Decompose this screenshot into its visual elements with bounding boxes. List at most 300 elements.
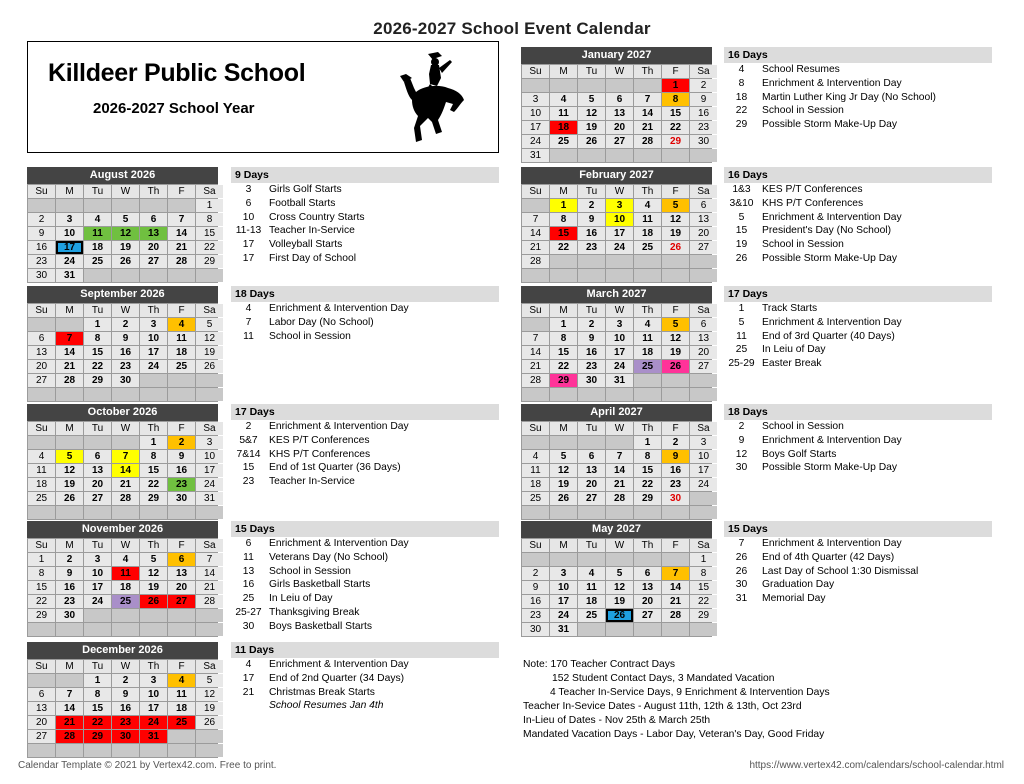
calendar-day: 4 <box>634 199 661 212</box>
calendar-empty-cell <box>168 623 195 636</box>
calendar-day: 9 <box>578 332 605 345</box>
bucking-horse-logo-icon <box>398 48 470 148</box>
calendar-day: 6 <box>28 332 55 345</box>
calendar-day: 18 <box>168 702 195 715</box>
calendar-day: 18 <box>634 227 661 240</box>
calendar-day: 6 <box>168 553 195 566</box>
calendar-day: 21 <box>196 581 223 594</box>
event-description: Track Starts <box>762 303 818 314</box>
calendar-day: 28 <box>56 730 83 743</box>
calendar-day: 15 <box>140 464 167 477</box>
calendar-day: 8 <box>690 567 717 580</box>
calendar-empty-cell <box>606 553 633 566</box>
calendar-empty-cell <box>690 269 717 282</box>
calendar-day: 15 <box>634 464 661 477</box>
calendar-empty-cell <box>28 744 55 757</box>
calendar-day: 2 <box>112 674 139 687</box>
weekday-header: W <box>112 304 139 317</box>
month-title: December 2026 <box>27 642 218 659</box>
calendar-day: 18 <box>168 346 195 359</box>
calendar-day: 22 <box>550 241 577 254</box>
calendar-day: 28 <box>56 374 83 387</box>
month-events-list <box>724 521 992 606</box>
calendar-day: 25 <box>578 609 605 622</box>
event-row <box>724 118 992 132</box>
calendar-empty-cell <box>606 269 633 282</box>
weekday-header: F <box>662 304 689 317</box>
weekday-header: Tu <box>84 185 111 198</box>
calendar-empty-cell <box>28 674 55 687</box>
calendar-day: 26 <box>196 716 223 729</box>
calendar-day: 31 <box>606 374 633 387</box>
event-description: Enrichment & Intervention Day <box>269 303 409 314</box>
weekday-header: W <box>606 304 633 317</box>
calendar-day: 4 <box>168 674 195 687</box>
calendar-day: 7 <box>522 332 549 345</box>
calendar-day: 26 <box>662 241 689 254</box>
event-date: 25-29 <box>728 358 755 370</box>
calendar-day: 31 <box>522 149 549 162</box>
calendar-day: 14 <box>522 227 549 240</box>
month-title: February 2027 <box>521 167 712 184</box>
school-name: Killdeer Public School <box>48 59 306 87</box>
calendar-day: 11 <box>634 332 661 345</box>
calendar-day: 24 <box>690 478 717 491</box>
footer-url-link[interactable]: https://www.vertex42.com/calendars/school-calendar.html <box>749 760 1004 771</box>
calendar-day: 9 <box>112 688 139 701</box>
calendar-day: 23 <box>28 255 55 268</box>
calendar-day: 4 <box>578 567 605 580</box>
month-title: November 2026 <box>27 521 218 538</box>
calendar-day: 18 <box>28 478 55 491</box>
event-date: 2 <box>738 421 745 432</box>
calendar-empty-cell <box>112 269 139 282</box>
calendar-day: 7 <box>522 213 549 226</box>
calendar-day: 3 <box>196 436 223 449</box>
calendar-day: 18 <box>84 241 111 254</box>
calendar-day: 26 <box>606 609 633 622</box>
calendar-empty-cell <box>112 623 139 636</box>
calendar-day: 27 <box>578 492 605 505</box>
calendar-day: 30 <box>56 609 83 622</box>
calendar-day: 29 <box>140 492 167 505</box>
calendar-day: 12 <box>662 213 689 226</box>
event-date: 2 <box>245 421 252 432</box>
calendar-day: 2 <box>578 318 605 331</box>
calendar-empty-cell <box>196 744 223 757</box>
calendar-empty-cell <box>662 623 689 636</box>
event-description: President's Day (No School) <box>762 225 892 237</box>
calendar-empty-cell <box>606 436 633 449</box>
calendar-day: 10 <box>690 450 717 463</box>
event-row <box>724 434 992 448</box>
weekday-header: Sa <box>196 539 223 552</box>
calendar-day: 2 <box>28 213 55 226</box>
calendar-empty-cell <box>168 388 195 401</box>
calendar-day: 19 <box>196 702 223 715</box>
calendar-empty-cell <box>606 79 633 92</box>
calendar-day: 31 <box>56 269 83 282</box>
event-date: 17 <box>242 672 255 684</box>
calendar-day: 12 <box>112 227 139 240</box>
event-date: 30 <box>735 462 748 474</box>
month-calendar <box>521 521 712 637</box>
event-row <box>724 224 992 238</box>
event-date: 19 <box>735 239 748 251</box>
calendar-day: 3 <box>140 674 167 687</box>
weekday-header: M <box>550 422 577 435</box>
event-date: 15 <box>242 462 255 474</box>
event-description: Memorial Day <box>762 593 826 605</box>
event-row <box>231 699 499 713</box>
weekday-header: Tu <box>84 660 111 673</box>
calendar-day: 19 <box>196 346 223 359</box>
calendar-empty-cell <box>56 436 83 449</box>
calendar-empty-cell <box>522 269 549 282</box>
calendar-empty-cell <box>662 255 689 268</box>
calendar-day: 2 <box>112 318 139 331</box>
school-year: 2026-2027 School Year <box>93 100 255 117</box>
event-date: 10 <box>242 211 255 223</box>
calendar-day: 4 <box>550 93 577 106</box>
calendar-empty-cell <box>578 255 605 268</box>
weekday-header: Th <box>140 422 167 435</box>
calendar-empty-cell <box>196 506 223 519</box>
event-row <box>724 183 992 197</box>
calendar-day: 29 <box>690 609 717 622</box>
calendar-day: 17 <box>606 346 633 359</box>
event-date: 12 <box>735 448 748 460</box>
calendar-empty-cell <box>196 730 223 743</box>
calendar-empty-cell <box>606 388 633 401</box>
weekday-header: M <box>56 304 83 317</box>
calendar-day: 23 <box>578 241 605 254</box>
school-days-count: 15 Days <box>231 521 499 537</box>
event-row <box>724 330 992 344</box>
calendar-day: 11 <box>28 464 55 477</box>
calendar-day: 11 <box>550 107 577 120</box>
calendar-day: 20 <box>140 241 167 254</box>
event-description: Christmas Break Starts <box>269 686 375 698</box>
calendar-day: 18 <box>522 478 549 491</box>
calendar-empty-cell <box>28 506 55 519</box>
calendar-empty-cell <box>28 199 55 212</box>
calendar-day: 21 <box>522 241 549 254</box>
calendar-day: 11 <box>578 581 605 594</box>
month-grid <box>521 303 712 402</box>
calendar-day: 18 <box>578 595 605 608</box>
event-description: First Day of School <box>269 252 356 264</box>
calendar-day: 16 <box>112 702 139 715</box>
month-title: September 2026 <box>27 286 218 303</box>
event-description: School in Session <box>269 330 351 342</box>
calendar-empty-cell <box>634 623 661 636</box>
calendar-empty-cell <box>112 199 139 212</box>
weekday-header: Su <box>522 422 549 435</box>
calendar-day: 21 <box>634 121 661 134</box>
event-row <box>231 316 499 330</box>
weekday-header: F <box>168 304 195 317</box>
calendar-day: 15 <box>84 346 111 359</box>
calendar-day: 24 <box>606 360 633 373</box>
weekday-header: Sa <box>690 304 717 317</box>
calendar-empty-cell <box>168 374 195 387</box>
event-date: 26 <box>735 252 748 264</box>
month-grid <box>27 538 218 637</box>
calendar-day: 13 <box>140 227 167 240</box>
calendar-day: 14 <box>606 464 633 477</box>
event-date: 29 <box>735 119 748 131</box>
weekday-header: Su <box>522 65 549 78</box>
calendar-day: 1 <box>662 79 689 92</box>
calendar-empty-cell <box>634 506 661 519</box>
calendar-day: 2 <box>662 436 689 449</box>
calendar-empty-cell <box>56 744 83 757</box>
calendar-empty-cell <box>168 744 195 757</box>
event-date: 3 <box>245 184 252 195</box>
event-row <box>724 343 992 357</box>
event-row <box>231 330 499 344</box>
calendar-empty-cell <box>112 436 139 449</box>
calendar-day: 11 <box>634 213 661 226</box>
event-row <box>231 211 499 225</box>
calendar-empty-cell <box>578 506 605 519</box>
event-date: 9 <box>738 434 745 446</box>
calendar-day: 20 <box>690 346 717 359</box>
calendar-day: 8 <box>196 213 223 226</box>
calendar-day: 25 <box>28 492 55 505</box>
calendar-empty-cell <box>84 199 111 212</box>
calendar-empty-cell <box>690 255 717 268</box>
event-description: End of 1st Quarter (36 Days) <box>269 462 401 474</box>
calendar-empty-cell <box>28 388 55 401</box>
calendar-empty-cell <box>84 388 111 401</box>
event-description: Boys Golf Starts <box>762 448 837 460</box>
calendar-day: 23 <box>56 595 83 608</box>
calendar-day: 12 <box>550 464 577 477</box>
calendar-empty-cell <box>28 318 55 331</box>
event-description: School Resumes <box>762 64 840 75</box>
event-date: 7 <box>245 316 252 328</box>
month-calendar <box>27 642 218 758</box>
calendar-day: 13 <box>690 213 717 226</box>
calendar-empty-cell <box>662 269 689 282</box>
event-description: Enrichment & Intervention Day <box>762 434 902 446</box>
month-calendar <box>27 167 218 283</box>
calendar-empty-cell <box>550 79 577 92</box>
calendar-empty-cell <box>662 374 689 387</box>
calendar-empty-cell <box>112 506 139 519</box>
weekday-header: Tu <box>578 304 605 317</box>
event-description: Enrichment & Intervention Day <box>762 538 902 549</box>
calendar-day: 9 <box>690 93 717 106</box>
event-description: School in Session <box>762 421 844 432</box>
event-date: 7&14 <box>236 448 261 460</box>
school-days-count: 18 Days <box>724 404 992 420</box>
calendar-day: 26 <box>56 492 83 505</box>
calendar-empty-cell <box>522 436 549 449</box>
calendar-day: 17 <box>690 464 717 477</box>
calendar-day: 6 <box>578 450 605 463</box>
event-description: KES P/T Conferences <box>269 434 370 446</box>
calendar-empty-cell <box>140 609 167 622</box>
calendar-day: 19 <box>606 595 633 608</box>
calendar-empty-cell <box>84 506 111 519</box>
calendar-empty-cell <box>690 374 717 387</box>
calendar-day: 12 <box>662 332 689 345</box>
calendar-day: 4 <box>634 318 661 331</box>
school-days-count: 17 Days <box>724 286 992 302</box>
event-description: Enrichment & Intervention Day <box>269 421 409 432</box>
calendar-empty-cell <box>522 553 549 566</box>
calendar-day: 21 <box>112 478 139 491</box>
calendar-day: 24 <box>606 241 633 254</box>
calendar-day: 26 <box>550 492 577 505</box>
calendar-day: 17 <box>196 464 223 477</box>
calendar-empty-cell <box>28 623 55 636</box>
weekday-header: Th <box>140 539 167 552</box>
event-row <box>231 197 499 211</box>
calendar-day: 2 <box>168 436 195 449</box>
event-row <box>231 592 499 606</box>
calendar-day: 10 <box>56 227 83 240</box>
weekday-header: Sa <box>196 422 223 435</box>
weekday-header: Su <box>522 185 549 198</box>
weekday-header: Su <box>28 539 55 552</box>
event-row <box>724 578 992 592</box>
month-events-list <box>231 167 499 266</box>
calendar-empty-cell <box>56 318 83 331</box>
event-description: Football Starts <box>269 197 336 209</box>
calendar-day: 16 <box>690 107 717 120</box>
calendar-day: 10 <box>606 332 633 345</box>
calendar-day: 3 <box>606 199 633 212</box>
calendar-day: 19 <box>140 581 167 594</box>
weekday-header: Tu <box>84 539 111 552</box>
weekday-header: Su <box>28 304 55 317</box>
note-line: Mandated Vacation Days - Labor Day, Veteran's Day, Good Friday <box>523 729 825 740</box>
calendar-day: 30 <box>168 492 195 505</box>
calendar-day: 5 <box>56 450 83 463</box>
calendar-day: 4 <box>28 450 55 463</box>
calendar-empty-cell <box>634 374 661 387</box>
event-date: 22 <box>735 105 748 117</box>
calendar-empty-cell <box>140 374 167 387</box>
calendar-day: 5 <box>550 450 577 463</box>
calendar-empty-cell <box>112 744 139 757</box>
calendar-day: 16 <box>522 595 549 608</box>
event-row <box>724 420 992 434</box>
weekday-header: Sa <box>690 422 717 435</box>
event-description: End of 4th Quarter (42 Days) <box>762 551 895 563</box>
event-description: KHS P/T Conferences <box>269 448 371 460</box>
weekday-header: Tu <box>84 422 111 435</box>
calendar-day: 1 <box>196 199 223 212</box>
calendar-day: 9 <box>168 450 195 463</box>
month-calendar <box>521 404 712 520</box>
calendar-empty-cell <box>84 744 111 757</box>
calendar-day: 23 <box>168 478 195 491</box>
calendar-day: 26 <box>578 135 605 148</box>
month-title: April 2027 <box>521 404 712 421</box>
calendar-empty-cell <box>550 436 577 449</box>
calendar-day: 7 <box>606 450 633 463</box>
event-description: Easter Break <box>762 358 822 370</box>
note-line: In-Lieu of Dates - Nov 25th & March 25th <box>523 715 711 726</box>
calendar-day: 27 <box>690 241 717 254</box>
calendar-day: 16 <box>28 241 55 254</box>
event-row <box>231 434 499 448</box>
event-row <box>231 537 499 551</box>
calendar-day: 19 <box>662 346 689 359</box>
calendar-day: 31 <box>140 730 167 743</box>
calendar-empty-cell <box>56 506 83 519</box>
calendar-day: 28 <box>522 255 549 268</box>
calendar-day: 12 <box>140 567 167 580</box>
weekday-header: M <box>550 539 577 552</box>
event-description: Veterans Day (No School) <box>269 551 389 563</box>
event-row <box>724 252 992 266</box>
weekday-header: W <box>606 185 633 198</box>
calendar-day: 9 <box>56 567 83 580</box>
month-title: March 2027 <box>521 286 712 303</box>
calendar-empty-cell <box>84 269 111 282</box>
event-date: 30 <box>735 579 748 591</box>
calendar-empty-cell <box>28 436 55 449</box>
event-date: 15 <box>735 225 748 237</box>
calendar-empty-cell <box>578 79 605 92</box>
calendar-day: 23 <box>112 360 139 373</box>
month-title: May 2027 <box>521 521 712 538</box>
calendar-empty-cell <box>196 374 223 387</box>
event-date: 26 <box>735 565 748 577</box>
event-row <box>231 551 499 565</box>
weekday-header: F <box>662 185 689 198</box>
calendar-day: 20 <box>28 716 55 729</box>
calendar-day: 3 <box>56 213 83 226</box>
school-days-count: 17 Days <box>231 404 499 420</box>
calendar-empty-cell <box>522 388 549 401</box>
calendar-empty-cell <box>140 269 167 282</box>
weekday-header: Sa <box>196 304 223 317</box>
calendar-day: 26 <box>662 360 689 373</box>
calendar-day: 14 <box>56 346 83 359</box>
calendar-day: 25 <box>84 255 111 268</box>
month-events-list <box>724 167 992 266</box>
calendar-day: 17 <box>550 595 577 608</box>
calendar-day: 27 <box>140 255 167 268</box>
weekday-header: W <box>606 65 633 78</box>
event-row <box>724 77 992 91</box>
event-date: 31 <box>735 593 748 605</box>
calendar-day: 12 <box>578 107 605 120</box>
event-row <box>724 211 992 225</box>
calendar-day: 20 <box>606 121 633 134</box>
school-days-count: 16 Days <box>724 167 992 183</box>
calendar-day: 28 <box>112 492 139 505</box>
calendar-day: 17 <box>140 702 167 715</box>
event-date: 5 <box>738 211 745 223</box>
event-row <box>231 565 499 579</box>
calendar-day: 20 <box>168 581 195 594</box>
calendar-day: 27 <box>634 609 661 622</box>
event-date: 26 <box>735 551 748 563</box>
weekday-header: M <box>56 185 83 198</box>
calendar-day: 20 <box>84 478 111 491</box>
month-grid <box>521 421 712 520</box>
calendar-day: 30 <box>578 374 605 387</box>
weekday-header: Tu <box>578 539 605 552</box>
